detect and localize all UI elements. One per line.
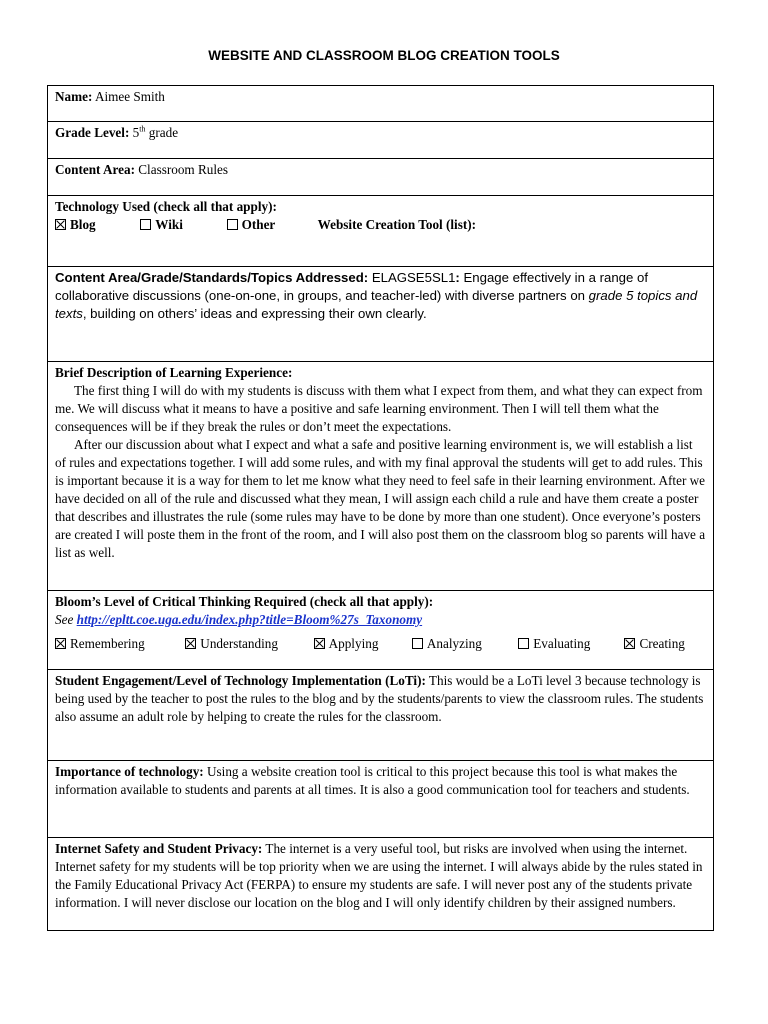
name-row (48, 86, 714, 122)
importance-row (48, 761, 714, 838)
blooms-option-analyzing: Analyzing (412, 635, 515, 653)
technology-option-blog: Blog (55, 216, 137, 234)
blooms-option-understanding: Understanding (185, 635, 310, 653)
evaluating-checkbox[interactable] (518, 638, 529, 649)
content-area-label: Content Area: (55, 162, 135, 177)
description-label: Brief Description of Learning Experience: (55, 365, 293, 380)
understanding-checkbox[interactable] (185, 638, 196, 649)
grade-row (48, 122, 714, 159)
website-tool-label: Website Creation Tool (list): (317, 217, 477, 232)
technology-row (48, 196, 714, 267)
other-checkbox[interactable] (227, 219, 238, 230)
engagement-row (48, 670, 714, 761)
blooms-see: See (55, 612, 74, 627)
blooms-label: Bloom’s Level of Critical Thinking Required (check all that apply): (55, 594, 434, 609)
safety-row (48, 838, 714, 931)
name-label: Name: (55, 89, 93, 104)
blog-checkbox[interactable] (55, 219, 66, 230)
safety-text: The internet is a very useful tool, but risks are involved when using the internet. Internet safety for my students will be top priority when we are using the internet. I will always abide by the rules stated in the Family Educational Privacy Act (FERPA) to ensure my students are safe. I will never post any of the students private information. I will never disclose our location on the blog and I will only identify children by their assigned numbers. (55, 841, 703, 910)
blooms-taxonomy-link[interactable]: http://epltt.coe.uga.edu/index.php?title=Bloom%27s_Taxonomy (76, 612, 423, 627)
technology-option-wiki: Wiki (140, 216, 223, 234)
description-paragraph-2: After our discussion about what I expect and what a safe and positive learning environment is, we will establish a list of rules and expectations together. I will add some rules, and with my final approval the students will get to add rules. This is important because it is a way for them to let me know what they need to feel safe in their learning environment. After we have decided on all of the rule and discussed what they mean, I will assign each child a rule and have them create a poster that describes and illustrates the rule (some rules may have to be done by more than one student). Once everyone’s posters are created I will poste them in the front of the room, and I will also post them on the classroom blog so parents will have a list as well. (55, 437, 706, 560)
standards-label: Content Area/Grade/Standards/Topics Addressed: (55, 270, 369, 285)
blooms-row (48, 591, 714, 670)
blooms-option-evaluating: Evaluating (518, 635, 621, 653)
importance-text: Using a website creation tool is critical to this project because this tool is what makes the information available to students and parents at all times. It is also a good communication tool for teachers and students. (55, 764, 690, 797)
document-title: WEBSITE AND CLASSROOM BLOG CREATION TOOLS (208, 48, 560, 63)
standards-row: Content Area/Grade/Standards/Topics Addressed: ELAGSE5SL1: Engage effectively in a range of collaborative discussions (one-on-one, in groups, and teacher-led) with diverse partners on grade 5 topics and texts, building on others’ ideas and expressing their own clearly. (48, 267, 714, 362)
remembering-checkbox[interactable] (55, 638, 66, 649)
applying-checkbox[interactable] (314, 638, 325, 649)
name-value: Aimee Smith (94, 89, 165, 104)
safety-label: Internet Safety and Student Privacy: (55, 841, 263, 856)
technology-label: Technology Used (check all that apply): (55, 199, 277, 214)
description-paragraph-1: The first thing I will do with my students is discuss with them what I expect from them, and what they can expect from me. We will discuss what it means to have a positive and safe learning environment. Then I will tell them what the consequences will be if they break the rules or don’t meet the expectations. (55, 383, 703, 434)
description-row (48, 362, 714, 591)
analyzing-checkbox[interactable] (412, 638, 423, 649)
grade-label: Grade Level: (55, 125, 130, 140)
standards-code: ELAGSE5SL1 (371, 270, 456, 285)
technology-option-other: Other (227, 216, 315, 234)
blooms-option-remembering: Remembering (55, 635, 182, 653)
grade-suffix: grade (148, 125, 179, 140)
engagement-text: This would be a LoTi level 3 because technology is being used by the teacher to post the rules to the blog and by the students/parents to view the classroom rules. The students also assume an adult role by helping to create the rules for the classroom. (55, 673, 704, 724)
content-area-value: Classroom Rules (138, 162, 229, 177)
grade-superscript: th (139, 124, 146, 134)
standards-italic: grade 5 topics and texts (55, 288, 698, 321)
engagement-label: Student Engagement/Level of Technology Implementation (LoTi): (55, 673, 426, 688)
blooms-option-applying: Applying (314, 635, 409, 653)
grade-number: 5 (132, 125, 140, 140)
standards-text: Engage effectively in a range of collaborative discussions (one-on-one, in groups, and teacher-led) with diverse partners on (55, 270, 648, 303)
content-area-row (48, 159, 714, 196)
importance-label: Importance of technology: (55, 764, 204, 779)
wiki-checkbox[interactable] (140, 219, 151, 230)
creating-checkbox[interactable] (624, 638, 635, 649)
lesson-form-table (47, 85, 714, 931)
blooms-option-creating: Creating (624, 635, 684, 653)
